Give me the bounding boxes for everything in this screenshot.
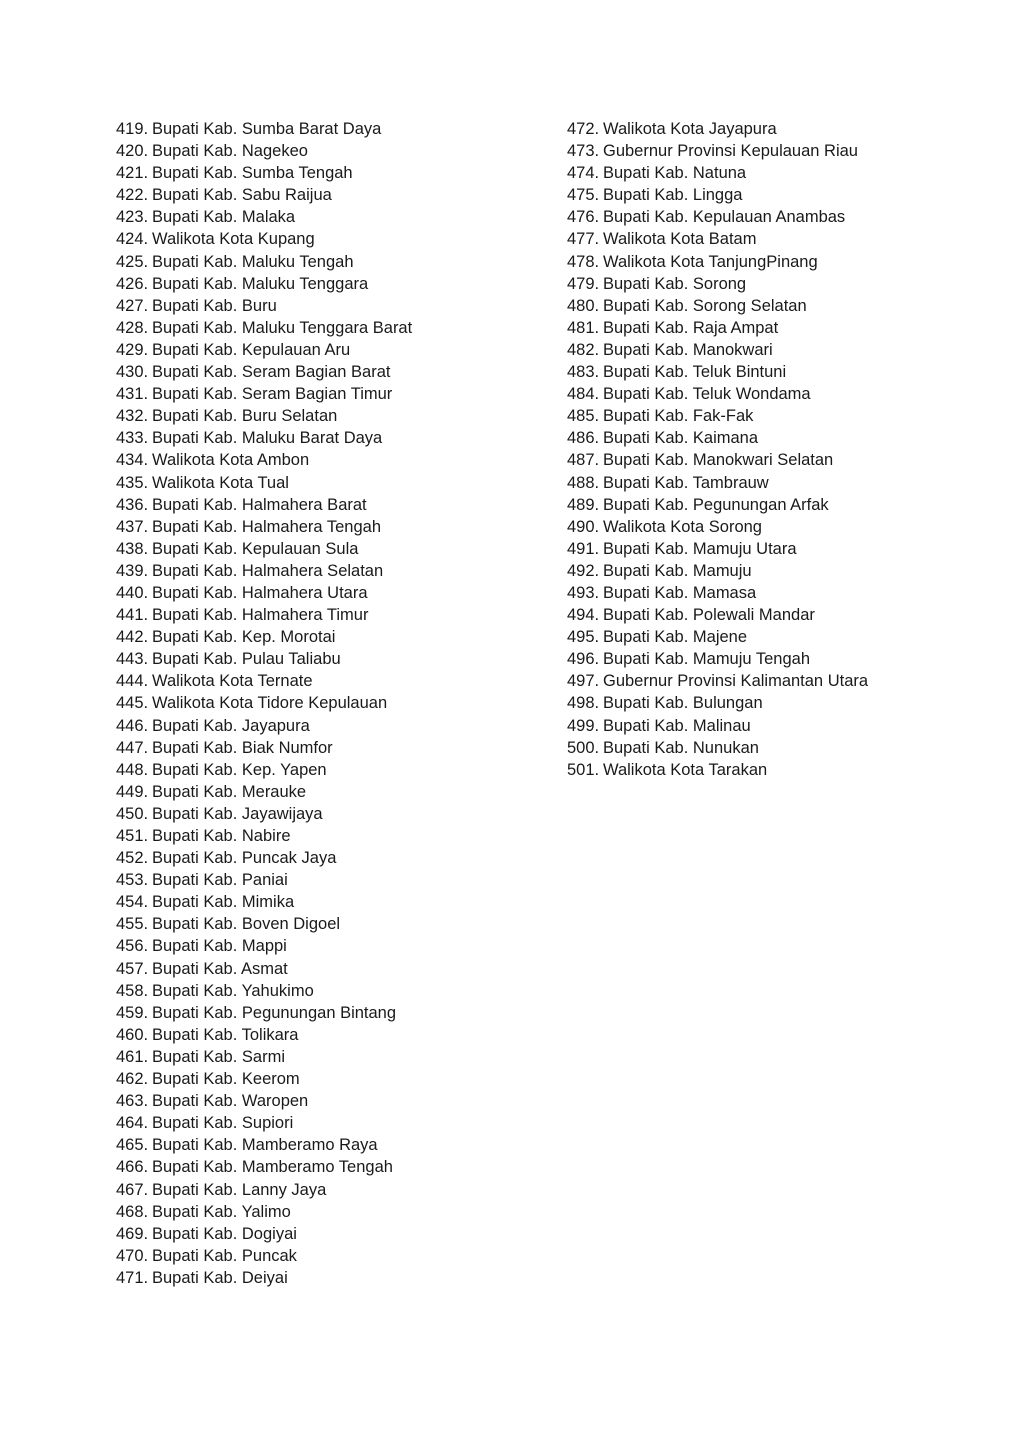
item-number: 465.	[116, 1136, 149, 1155]
item-number: 449.	[116, 782, 149, 801]
list-item	[116, 1068, 412, 1090]
list-item	[567, 273, 868, 295]
item-number: 500.	[567, 738, 600, 757]
item-text: Bupati Kab. Lanny Jaya	[152, 1180, 327, 1199]
list-item	[567, 692, 868, 714]
list-item	[567, 251, 868, 273]
item-number: 483.	[567, 363, 600, 382]
item-number: 494.	[567, 606, 600, 625]
item-number: 447.	[116, 738, 149, 757]
list-item	[116, 847, 412, 869]
item-text: Bupati Kab. Jayawijaya	[152, 804, 323, 823]
list-item	[116, 825, 412, 847]
item-text: Bupati Kab. Mamuju	[603, 561, 752, 580]
list-item	[567, 206, 868, 228]
item-number: 421.	[116, 164, 149, 183]
item-number: 446.	[116, 716, 149, 735]
list-item	[116, 869, 412, 891]
list-item	[567, 427, 868, 449]
item-text: Bupati Kab. Supiori	[152, 1114, 294, 1133]
list-item	[116, 383, 412, 405]
item-text: Bupati Kab. Seram Bagian Timur	[152, 385, 393, 404]
item-text: Bupati Kab. Lingga	[603, 186, 743, 205]
item-text: Bupati Kab. Paniai	[152, 871, 288, 890]
item-number: 461.	[116, 1047, 149, 1066]
item-number: 488.	[567, 473, 600, 492]
list-item	[116, 648, 412, 670]
list-item	[116, 251, 412, 273]
item-text: Bupati Kab. Mimika	[152, 893, 295, 912]
item-number: 450.	[116, 804, 149, 823]
item-number: 420.	[116, 142, 149, 161]
item-number: 499.	[567, 716, 600, 735]
list-item	[567, 184, 868, 206]
list-item	[567, 538, 868, 560]
list-item	[116, 339, 412, 361]
item-text: Bupati Kab. Pegunungan Arfak	[603, 495, 829, 514]
item-number: 448.	[116, 760, 149, 779]
item-text: Walikota Kota Tual	[152, 473, 289, 492]
item-number: 466.	[116, 1158, 149, 1177]
list-item	[567, 383, 868, 405]
item-number: 492.	[567, 561, 600, 580]
list-item	[116, 913, 412, 935]
item-number: 438.	[116, 539, 149, 558]
item-number: 478.	[567, 252, 600, 271]
list-item	[116, 228, 412, 250]
item-text: Bupati Kab. Kep. Yapen	[152, 760, 327, 779]
item-text: Bupati Kab. Yalimo	[152, 1202, 291, 1221]
item-text: Bupati Kab. Maluku Tenggara Barat	[152, 318, 413, 337]
item-number: 458.	[116, 981, 149, 1000]
item-text: Bupati Kab. Maluku Tenggara	[152, 274, 369, 293]
list-item	[116, 1090, 412, 1112]
list-item	[116, 184, 412, 206]
right-column-list	[567, 118, 868, 781]
item-text: Bupati Kab. Mappi	[152, 937, 287, 956]
item-text: Bupati Kab. Kepulauan Anambas	[603, 208, 846, 227]
item-text: Bupati Kab. Mamberamo Tengah	[152, 1158, 393, 1177]
item-number: 459.	[116, 1003, 149, 1022]
item-text: Bupati Kab. Tambrauw	[603, 473, 769, 492]
item-text: Walikota Kota Batam	[603, 230, 757, 249]
list-item	[116, 803, 412, 825]
list-item	[116, 273, 412, 295]
list-item	[116, 1179, 412, 1201]
list-item	[567, 162, 868, 184]
item-number: 484.	[567, 385, 600, 404]
item-text: Walikota Kota Kupang	[152, 230, 315, 249]
item-number: 479.	[567, 274, 600, 293]
item-text: Bupati Kab. Halmahera Barat	[152, 495, 367, 514]
item-number: 434.	[116, 451, 149, 470]
list-item	[116, 361, 412, 383]
list-item	[116, 1046, 412, 1068]
item-number: 463.	[116, 1092, 149, 1111]
item-text: Bupati Kab. Sabu Raijua	[152, 186, 332, 205]
item-text: Bupati Kab. Yahukimo	[152, 981, 314, 1000]
item-text: Bupati Kab. Bulungan	[603, 694, 763, 713]
item-text: Bupati Kab. Maluku Tengah	[152, 252, 354, 271]
list-item	[116, 295, 412, 317]
item-text: Bupati Kab. Halmahera Tengah	[152, 517, 382, 536]
list-item	[567, 339, 868, 361]
list-item	[567, 361, 868, 383]
list-item	[116, 449, 412, 471]
item-number: 429.	[116, 340, 149, 359]
list-item	[567, 715, 868, 737]
list-item	[567, 405, 868, 427]
list-item	[116, 1267, 412, 1289]
item-number: 475.	[567, 186, 600, 205]
item-number: 486.	[567, 429, 600, 448]
item-number: 469.	[116, 1224, 149, 1243]
list-item	[116, 759, 412, 781]
item-text: Bupati Kab. Malinau	[603, 716, 751, 735]
list-item	[116, 781, 412, 803]
item-number: 430.	[116, 363, 149, 382]
item-text: Bupati Kab. Nunukan	[603, 738, 759, 757]
list-item	[116, 162, 412, 184]
list-item	[116, 494, 412, 516]
item-text: Bupati Kab. Malaka	[152, 208, 296, 227]
list-item	[116, 206, 412, 228]
item-number: 433.	[116, 429, 149, 448]
item-text: Bupati Kab. Teluk Wondama	[603, 385, 811, 404]
list-item	[116, 715, 412, 737]
item-text: Bupati Kab. Deiyai	[152, 1268, 288, 1287]
item-text: Bupati Kab. Halmahera Selatan	[152, 561, 384, 580]
item-text: Bupati Kab. Natuna	[603, 164, 747, 183]
item-text: Bupati Kab. Tolikara	[152, 1025, 299, 1044]
list-item	[116, 670, 412, 692]
item-text: Bupati Kab. Pegunungan Bintang	[152, 1003, 397, 1022]
item-number: 496.	[567, 650, 600, 669]
list-item	[116, 692, 412, 714]
item-text: Bupati Kab. Fak-Fak	[603, 407, 754, 426]
list-item	[567, 737, 868, 759]
item-text: Bupati Kab. Buru Selatan	[152, 407, 338, 426]
list-item	[567, 626, 868, 648]
item-text: Bupati Kab. Asmat	[152, 959, 288, 978]
item-text: Bupati Kab. Puncak	[152, 1246, 297, 1265]
item-text: Bupati Kab. Kepulauan Aru	[152, 340, 351, 359]
item-number: 443.	[116, 650, 149, 669]
list-item	[567, 582, 868, 604]
list-item	[567, 140, 868, 162]
item-number: 425.	[116, 252, 149, 271]
item-number: 435.	[116, 473, 149, 492]
item-text: Bupati Kab. Boven Digoel	[152, 915, 341, 934]
item-text: Bupati Kab. Jayapura	[152, 716, 310, 735]
list-item	[116, 472, 412, 494]
item-number: 422.	[116, 186, 149, 205]
item-number: 426.	[116, 274, 149, 293]
item-number: 472.	[567, 120, 600, 138]
item-number: 452.	[116, 849, 149, 868]
list-item	[116, 1156, 412, 1178]
item-number: 424.	[116, 230, 149, 249]
item-text: Bupati Kab. Teluk Bintuni	[603, 363, 787, 382]
list-item	[116, 1002, 412, 1024]
list-item	[567, 759, 868, 781]
item-number: 464.	[116, 1114, 149, 1133]
item-number: 482.	[567, 340, 600, 359]
item-number: 491.	[567, 539, 600, 558]
item-number: 427.	[116, 296, 149, 315]
item-text: Gubernur Provinsi Kalimantan Utara	[603, 672, 869, 691]
item-text: Bupati Kab. Sumba Barat Daya	[152, 120, 382, 138]
item-number: 445.	[116, 694, 149, 713]
item-number: 477.	[567, 230, 600, 249]
item-text: Bupati Kab. Mamuju Utara	[603, 539, 797, 558]
list-item	[116, 1201, 412, 1223]
list-item	[116, 1223, 412, 1245]
item-text: Bupati Kab. Merauke	[152, 782, 307, 801]
item-text: Bupati Kab. Keerom	[152, 1070, 300, 1089]
item-text: Bupati Kab. Polewali Mandar	[603, 606, 815, 625]
list-item	[116, 1112, 412, 1134]
item-number: 460.	[116, 1025, 149, 1044]
item-number: 457.	[116, 959, 149, 978]
item-text: Bupati Kab. Nabire	[152, 827, 291, 845]
item-text: Bupati Kab. Kepulauan Sula	[152, 539, 359, 558]
item-text: Bupati Kab. Raja Ampat	[603, 318, 779, 337]
list-item	[116, 317, 412, 339]
item-text: Walikota Kota Tarakan	[603, 760, 768, 779]
item-number: 467.	[116, 1180, 149, 1199]
item-number: 489.	[567, 495, 600, 514]
item-number: 485.	[567, 407, 600, 426]
list-item	[567, 228, 868, 250]
list-item	[567, 516, 868, 538]
item-text: Bupati Kab. Sorong Selatan	[603, 296, 807, 315]
item-text: Bupati Kab. Manokwari Selatan	[603, 451, 834, 470]
item-text: Walikota Kota Sorong	[603, 517, 762, 536]
item-text: Bupati Kab. Halmahera Utara	[152, 583, 368, 602]
list-item	[116, 538, 412, 560]
list-item	[116, 118, 412, 140]
list-item	[116, 891, 412, 913]
list-item	[567, 317, 868, 339]
item-text: Bupati Kab. Sarmi	[152, 1047, 285, 1066]
list-item	[116, 582, 412, 604]
item-text: Walikota Kota Ternate	[152, 672, 313, 691]
list-item	[116, 427, 412, 449]
item-text: Bupati Kab. Sumba Tengah	[152, 164, 353, 183]
item-text: Bupati Kab. Puncak Jaya	[152, 849, 337, 868]
item-text: Bupati Kab. Mamberamo Raya	[152, 1136, 378, 1155]
item-number: 432.	[116, 407, 149, 426]
item-number: 476.	[567, 208, 600, 227]
item-text: Bupati Kab. Mamasa	[603, 583, 757, 602]
item-text: Bupati Kab. Waropen	[152, 1092, 309, 1111]
list-item	[116, 935, 412, 957]
item-text: Bupati Kab. Kaimana	[603, 429, 759, 448]
list-item	[116, 958, 412, 980]
item-number: 440.	[116, 583, 149, 602]
item-text: Bupati Kab. Sorong	[603, 274, 747, 293]
list-item	[567, 604, 868, 626]
item-text: Bupati Kab. Halmahera Timur	[152, 606, 369, 625]
item-number: 444.	[116, 672, 149, 691]
item-text: Walikota Kota Jayapura	[603, 120, 777, 138]
item-number: 490.	[567, 517, 600, 536]
item-number: 473.	[567, 142, 600, 161]
list-item	[567, 560, 868, 582]
item-number: 439.	[116, 561, 149, 580]
list-item	[116, 516, 412, 538]
item-text: Walikota Kota TanjungPinang	[603, 252, 818, 271]
item-number: 454.	[116, 893, 149, 912]
item-number: 498.	[567, 694, 600, 713]
item-text: Bupati Kab. Maluku Barat Daya	[152, 429, 383, 448]
list-item	[116, 1024, 412, 1046]
item-number: 470.	[116, 1246, 149, 1265]
list-item	[567, 472, 868, 494]
item-number: 493.	[567, 583, 600, 602]
list-item	[116, 980, 412, 1002]
item-text: Bupati Kab. Dogiyai	[152, 1224, 297, 1243]
list-item	[567, 295, 868, 317]
item-number: 437.	[116, 517, 149, 536]
item-number: 462.	[116, 1070, 149, 1089]
item-text: Walikota Kota Tidore Kepulauan	[152, 694, 388, 713]
list-item	[116, 1245, 412, 1267]
item-number: 441.	[116, 606, 149, 625]
item-number: 471.	[116, 1268, 149, 1287]
list-item	[116, 405, 412, 427]
item-number: 501.	[567, 760, 600, 779]
item-number: 468.	[116, 1202, 149, 1221]
list-item	[567, 494, 868, 516]
item-text: Bupati Kab. Nagekeo	[152, 142, 308, 161]
item-text: Bupati Kab. Manokwari	[603, 340, 773, 359]
list-item	[116, 560, 412, 582]
item-text: Bupati Kab. Pulau Taliabu	[152, 650, 341, 669]
list-item	[567, 118, 868, 140]
item-number: 431.	[116, 385, 149, 404]
item-text: Bupati Kab. Buru	[152, 296, 277, 315]
item-number: 442.	[116, 628, 149, 647]
list-item	[116, 737, 412, 759]
item-number: 481.	[567, 318, 600, 337]
item-number: 474.	[567, 164, 600, 183]
item-number: 428.	[116, 318, 149, 337]
list-item	[116, 140, 412, 162]
list-item	[567, 670, 868, 692]
item-text: Bupati Kab. Majene	[603, 628, 748, 647]
item-number: 436.	[116, 495, 149, 514]
item-number: 480.	[567, 296, 600, 315]
item-number: 487.	[567, 451, 600, 470]
item-text: Gubernur Provinsi Kepulauan Riau	[603, 142, 858, 161]
item-text: Bupati Kab. Kep. Morotai	[152, 628, 336, 647]
item-number: 456.	[116, 937, 149, 956]
list-item	[567, 449, 868, 471]
list-item	[116, 1134, 412, 1156]
item-number: 497.	[567, 672, 600, 691]
item-text: Bupati Kab. Mamuju Tengah	[603, 650, 810, 669]
item-number: 455.	[116, 915, 149, 934]
list-item	[116, 626, 412, 648]
left-column-list	[116, 118, 412, 1289]
item-number: 419.	[116, 120, 149, 138]
item-number: 453.	[116, 871, 149, 890]
item-text: Bupati Kab. Seram Bagian Barat	[152, 363, 391, 382]
item-text: Bupati Kab. Biak Numfor	[152, 738, 333, 757]
item-number: 423.	[116, 208, 149, 227]
item-number: 495.	[567, 628, 600, 647]
item-number: 451.	[116, 827, 149, 845]
list-item	[116, 604, 412, 626]
item-text: Walikota Kota Ambon	[152, 451, 310, 470]
list-item	[567, 648, 868, 670]
